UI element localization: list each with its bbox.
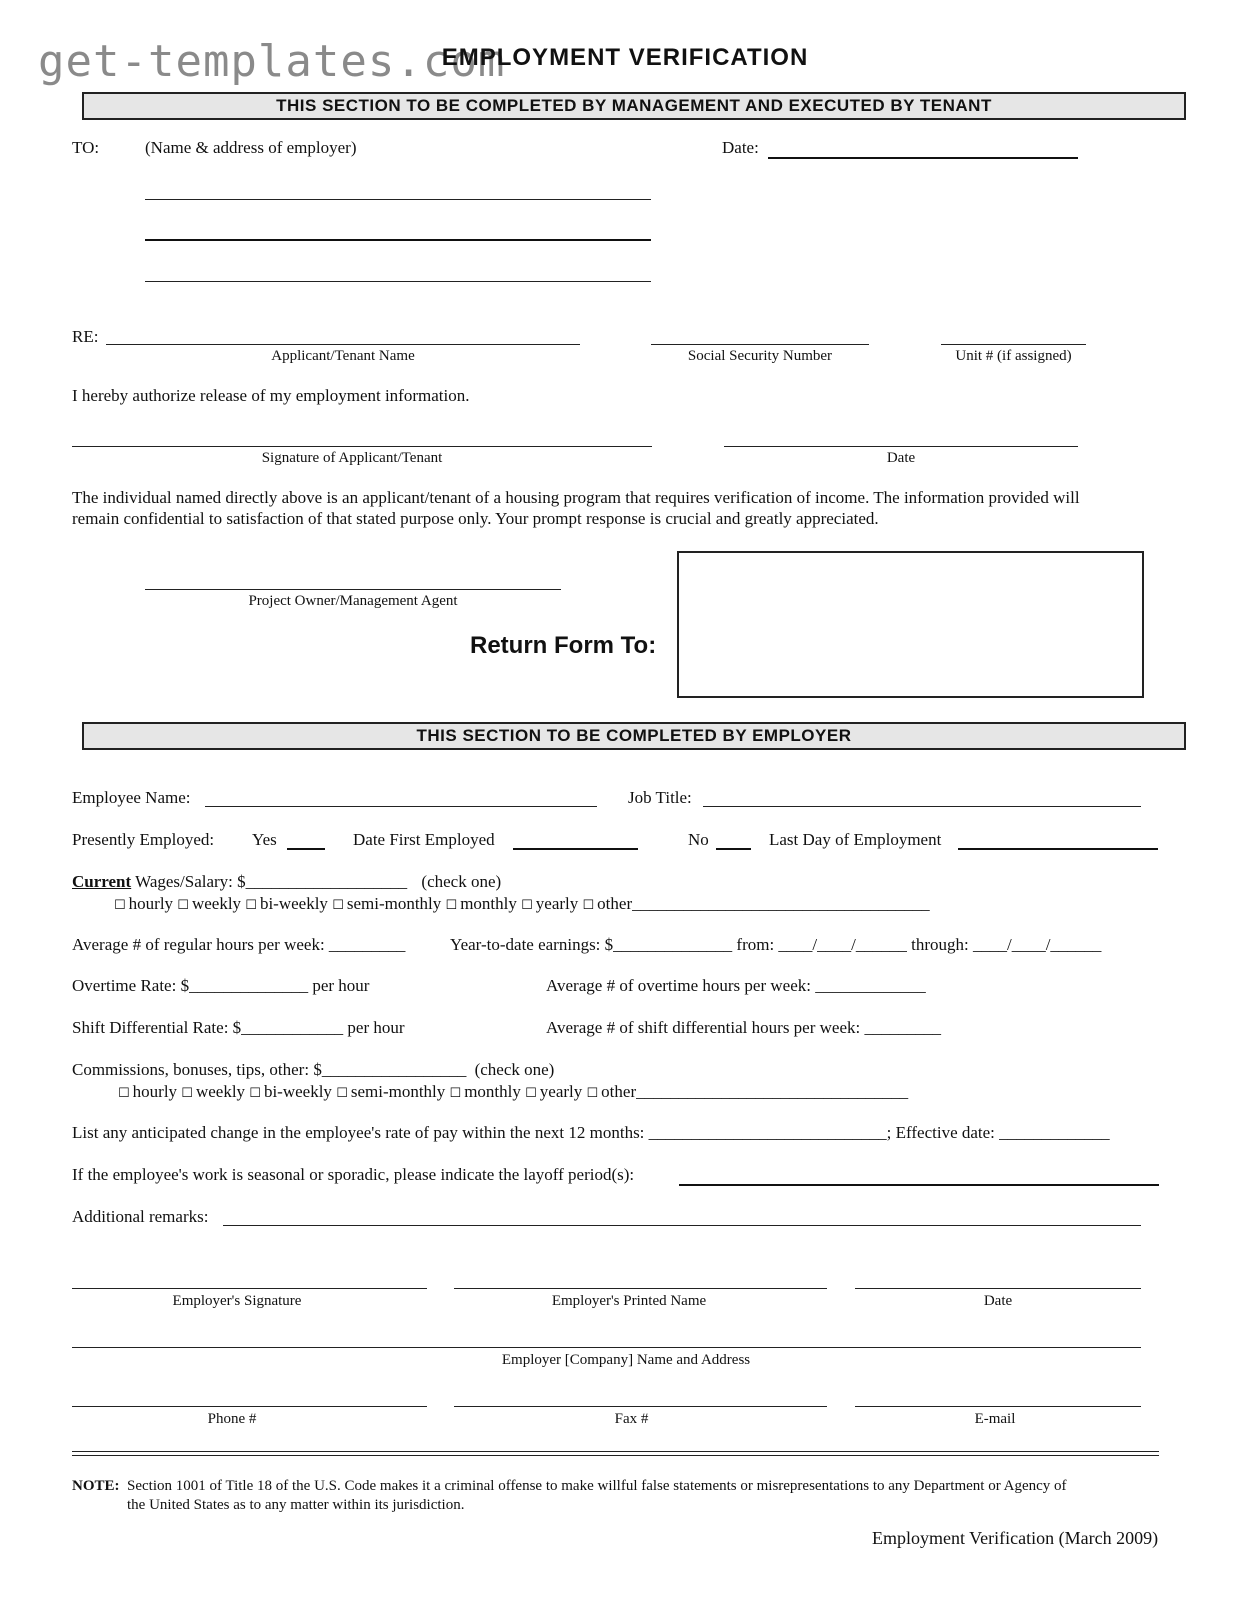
tenant-signature-field[interactable] [72,446,652,447]
paragraph-line-2: remain confidential to satisfaction of that stated purpose only. Your prompt response is crucial and greatly appreciated. [72,509,879,528]
divider-top [72,1451,1159,1452]
employer-signature-field[interactable] [72,1288,427,1289]
email-field[interactable] [855,1406,1141,1407]
section1-header: THIS SECTION TO BE COMPLETED BY MANAGEMENT AND EXECUTED BY TENANT [82,92,1186,120]
remarks-label: Additional remarks: [72,1207,209,1226]
checkbox-icon: ☐ [181,1086,193,1101]
tenant-date-caption: Date [886,450,916,466]
unit-caption: Unit # (if assigned) [955,348,1072,364]
yes-label: Yes [252,830,277,849]
phone-field[interactable] [72,1406,427,1407]
tenant-signature-caption: Signature of Applicant/Tenant [261,450,443,466]
to-label: TO: [72,138,100,157]
option-bi-weekly[interactable]: ☐ bi-weekly [245,894,328,913]
checkbox-icon: ☐ [114,898,126,913]
return-address-box[interactable] [677,551,1144,698]
date-first-employed-field[interactable] [513,848,638,850]
section2-header: THIS SECTION TO BE COMPLETED BY EMPLOYER [82,722,1186,750]
no-label: No [688,830,709,849]
avg-hours-label: Average # of regular hours per week: _________ [72,935,406,954]
wages-label: Wages/Salary: $___________________ [135,872,408,891]
return-form-label: Return Form To: [470,632,657,659]
employer-printed-name-field[interactable] [454,1288,827,1289]
employee-name-label: Employee Name: [72,788,191,807]
option2-other[interactable]: ☐ other________________________________ [586,1082,909,1101]
current-label: Current [72,872,132,891]
wages-row [72,872,501,892]
option2-monthly[interactable]: ☐ monthly [449,1082,521,1101]
tenant-date-field[interactable] [724,446,1078,447]
checkbox-icon: ☐ [332,898,344,913]
fax-field[interactable] [454,1406,827,1407]
date-label: Date: [722,138,759,157]
checkbox-icon: ☐ [245,898,257,913]
employer-date-field[interactable] [855,1288,1141,1289]
frequency-options-row-2 [118,1082,908,1104]
job-title-field[interactable] [703,806,1141,807]
avg-overtime-label: Average # of overtime hours per week: _____________ [546,976,926,995]
applicant-name-caption: Applicant/Tenant Name [271,348,415,364]
employee-name-field[interactable] [205,806,597,807]
phone-caption: Phone # [207,1411,257,1427]
note-text-line-1: Section 1001 of Title 18 of the U.S. Code makes it a criminal offense to make willful false statements or misrepresentations to any Department or Agency of [127,1478,1067,1494]
email-caption: E-mail [974,1411,1016,1427]
employer-address-line-1[interactable] [145,199,651,200]
fax-caption: Fax # [614,1411,649,1427]
date-first-employed-label: Date First Employed [353,830,495,849]
shift-rate-label: Shift Differential Rate: $____________ per hour [72,1018,405,1037]
check-one-label-2: (check one) [474,1060,555,1079]
date-field[interactable] [768,157,1078,159]
no-field[interactable] [716,848,751,850]
option-monthly[interactable]: ☐ monthly [445,894,517,913]
option2-yearly[interactable]: ☐ yearly [525,1082,583,1101]
checkbox-icon: ☐ [582,898,595,913]
commissions-label: Commissions, bonuses, tips, other: $_________________ [72,1060,467,1079]
divider-bottom [72,1455,1159,1456]
last-day-field[interactable] [958,848,1158,850]
checkbox-icon: ☐ [177,898,189,913]
overtime-rate-label: Overtime Rate: $______________ per hour [72,976,370,995]
employer-signature-caption: Employer's Signature [172,1293,302,1309]
ytd-label: Year-to-date earnings: $______________ from: ____/____/______ through: ____/____/______ [450,935,1102,954]
footer-form-id: Employment Verification (March 2009) [872,1528,1159,1548]
employer-printed-name-caption: Employer's Printed Name [551,1293,707,1309]
seasonal-label: If the employee's work is seasonal or sporadic, please indicate the layoff period(s): [72,1165,635,1184]
last-day-label: Last Day of Employment [769,830,942,849]
commissions-row [72,1060,554,1080]
job-title-label: Job Title: [628,788,692,807]
checkbox-icon: ☐ [521,898,533,913]
authorize-text: I hereby authorize release of my employment information. [72,386,470,405]
company-caption: Employer [Company] Name and Address [501,1352,751,1368]
seasonal-field[interactable] [679,1184,1159,1186]
checkbox-icon: ☐ [249,1086,261,1101]
note-label: NOTE: [72,1478,120,1494]
option-other[interactable]: ☐ other___________________________________ [582,894,930,913]
check-one-label: (check one) [421,872,502,891]
employer-date-caption: Date [983,1293,1013,1309]
avg-shift-label: Average # of shift differential hours per week: _________ [546,1018,941,1037]
frequency-options-row [114,894,930,916]
option-semi-monthly[interactable]: ☐ semi-monthly [332,894,442,913]
option2-hourly[interactable]: ☐ hourly [118,1082,178,1101]
to-hint: (Name & address of employer) [145,138,357,157]
anticipated-change-label: List any anticipated change in the employee's rate of pay within the next 12 months: ____________________________; Effective date: _____________ [72,1123,1110,1142]
presently-employed-label: Presently Employed: [72,830,215,849]
unit-field[interactable] [941,344,1086,345]
checkbox-icon: ☐ [449,1086,462,1101]
ssn-field[interactable] [651,344,869,345]
ssn-caption: Social Security Number [687,348,833,364]
remarks-field[interactable] [223,1225,1141,1226]
paragraph-line-1: The individual named directly above is an applicant/tenant of a housing program that requires verification of income. The information provided will [72,488,1080,507]
option-weekly[interactable]: ☐ weekly [177,894,242,913]
checkbox-icon: ☐ [118,1086,130,1101]
note-text-line-2: the United States as to any matter within its jurisdiction. [127,1497,465,1513]
checkbox-icon: ☐ [336,1086,348,1101]
employer-address-line-2[interactable] [145,239,651,241]
re-label: RE: [72,327,99,346]
checkbox-icon: ☐ [445,898,458,913]
applicant-name-field[interactable] [106,344,580,345]
watermark: get-templates.com [38,36,506,87]
employer-address-line-3[interactable] [145,281,651,282]
checkbox-icon: ☐ [586,1086,599,1101]
option2-bi-weekly[interactable]: ☐ bi-weekly [249,1082,332,1101]
option-yearly[interactable]: ☐ yearly [521,894,579,913]
option2-semi-monthly[interactable]: ☐ semi-monthly [336,1082,446,1101]
checkbox-icon: ☐ [525,1086,537,1101]
form-title: EMPLOYMENT VERIFICATION [441,44,809,71]
owner-signature-field[interactable] [145,589,561,590]
yes-field[interactable] [287,848,325,850]
owner-caption: Project Owner/Management Agent [248,593,458,609]
option2-weekly[interactable]: ☐ weekly [181,1082,246,1101]
company-name-address-field[interactable] [72,1347,1141,1348]
option-hourly[interactable]: ☐ hourly [114,894,174,913]
